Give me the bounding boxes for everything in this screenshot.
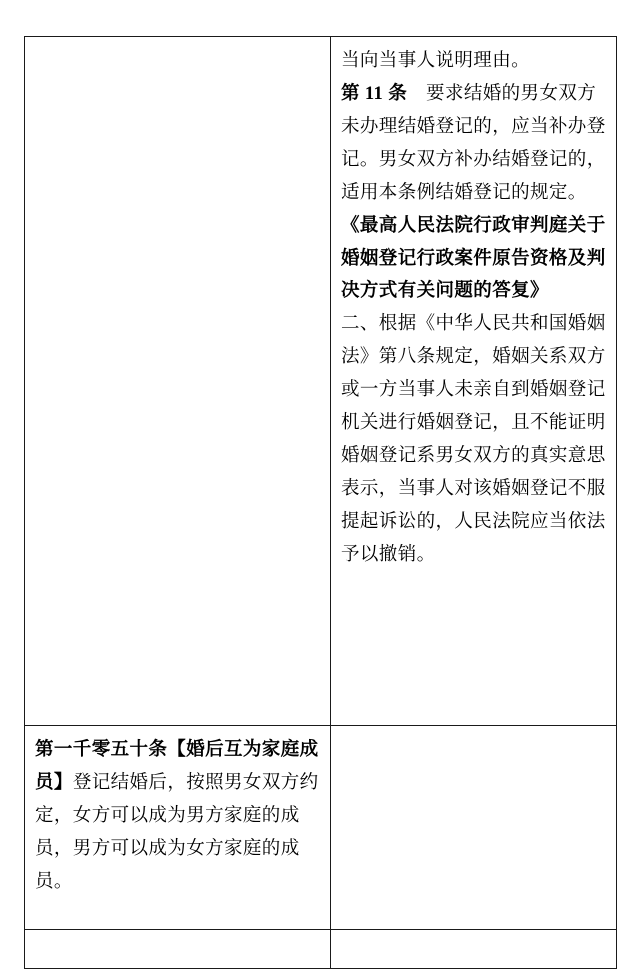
article-1050-heading: 第一千零五十条【婚后互为家庭成员】 [35,740,319,793]
table-row [25,929,617,968]
table-cell-right-row1 [331,37,617,726]
table-cell-left-row3 [25,929,331,968]
paragraph-article-11 [341,78,606,210]
paragraph-supreme-court-title: 《最高人民法院行政审判庭关于婚姻登记行政案件原告资格及判决方式有关问题的答复》 [341,215,606,302]
article-11-label: 第 11 条 [341,83,408,104]
article-1050-body: 登记结婚后，按照男女双方约定，女方可以成为男方家庭的成员，男方可以成为女方家庭的成员。 [35,772,319,892]
cell-content-left-row2 [35,734,320,919]
cell-content-right-row1 [341,45,606,572]
article-11-body: 要求结婚的男女双方未办理结婚登记的，应当补办登记。男女双方补办结婚登记的，适用本条例结婚登记的规定。 [341,83,606,203]
paragraph-clause-two: 二、根据《中华人民共和国婚姻法》第八条规定，婚姻关系双方或一方当事人未亲自到婚姻登记机关进行婚姻登记，且不能证明婚姻登记系男女双方的真实意思表示，当事人对该婚姻登记不服提起诉讼的，人民法院应当依法予以撤销。 [341,314,606,565]
legal-provisions-table [24,36,617,969]
table-cell-right-row2 [331,726,617,930]
table-row [25,726,617,930]
table-row [25,37,617,726]
table-cell-left-row1 [25,37,331,726]
paragraph-article-1050 [35,734,320,899]
paragraph-reason: 当向当事人说明理由。 [341,51,531,71]
table-cell-left-row2 [25,726,331,930]
table-cell-right-row3 [331,929,617,968]
article-11-gap [407,84,426,104]
cell-content-empty [35,45,320,715]
cell-content-empty [341,734,606,906]
